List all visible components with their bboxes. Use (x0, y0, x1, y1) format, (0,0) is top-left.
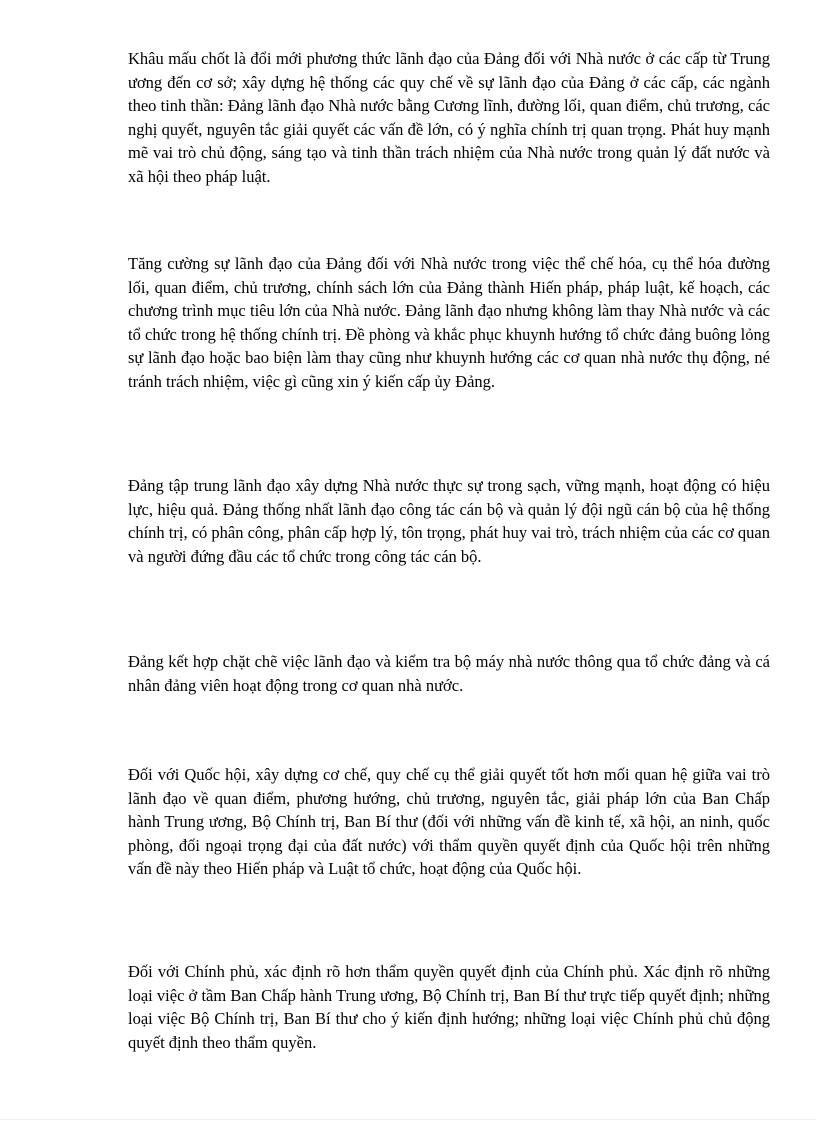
paragraph-2: Tăng cường sự lãnh đạo của Đảng đối với Nhà nước trong việc thể chế hóa, cụ thể hóa đường lối, quan điểm, chủ trương, chính sách lớn của Đảng thành Hiến pháp, pháp luật, kế hoạch, các chương trình mục tiêu lớn của Nhà nước. Đảng lãnh đạo nhưng không làm thay Nhà nước và các tổ chức trong hệ thống chính trị. Đề phòng và khắc phục khuynh hướng tổ chức đảng buông lỏng sự lãnh đạo hoặc bao biện làm thay cũng như khuynh hướng các cơ quan nhà nước thụ động, né tránh trách nhiệm, việc gì cũng xin ý kiến cấp ủy Đảng. (128, 254, 770, 391)
paragraph-1: Khâu mấu chốt là đổi mới phương thức lãnh đạo của Đảng đối với Nhà nước ở các cấp từ Trung ương đến cơ sở; xây dựng hệ thống các quy chế về sự lãnh đạo của Đảng ở các cấp, các ngành theo tinh thần: Đảng lãnh đạo Nhà nước bằng Cương lĩnh, đường lối, quan điểm, chủ trương, các nghị quyết, nguyên tắc giải quyết các vấn đề lớn, có ý nghĩa chính trị quan trọng. Phát huy mạnh mẽ vai trò chủ động, sáng tạo và tinh thần trách nhiệm của Nhà nước trong quản lý đất nước và xã hội theo pháp luật. (128, 49, 770, 186)
paragraph-3: Đảng tập trung lãnh đạo xây dựng Nhà nước thực sự trong sạch, vững mạnh, hoạt động có hiệu lực, hiệu quả. Đảng thống nhất lãnh đạo công tác cán bộ và quản lý đội ngũ cán bộ của hệ thống chính trị, có phân công, phân cấp hợp lý, tôn trọng, phát huy vai trò, trách nhiệm của các cơ quan và người đứng đầu các tổ chức trong công tác cán bộ. (128, 476, 770, 566)
paragraph-6: Đối với Chính phủ, xác định rõ hơn thẩm quyền quyết định của Chính phủ. Xác định rõ những loại việc ở tầm Ban Chấp hành Trung ương, Bộ Chính trị, Ban Bí thư trực tiếp quyết định; những loại việc Bộ Chính trị, Ban Bí thư cho ý kiến định hướng; những loại việc Chính phủ chủ động quyết định theo thẩm quyền. (128, 962, 770, 1052)
paragraph-4: Đảng kết hợp chặt chẽ việc lãnh đạo và kiểm tra bộ máy nhà nước thông qua tổ chức đảng và cá nhân đảng viên hoạt động trong cơ quan nhà nước. (128, 652, 770, 695)
page-bottom-edge (0, 1119, 816, 1120)
paragraph-5: Đối với Quốc hội, xây dựng cơ chế, quy chế cụ thể giải quyết tốt hơn mối quan hệ giữa vai trò lãnh đạo về quan điểm, phương hướng, chủ trương, nguyên tắc, giải pháp lớn của Ban Chấp hành Trung ương, Bộ Chính trị, Ban Bí thư (đối với những vấn đề kinh tế, xã hội, an ninh, quốc phòng, đối ngoại trọng đại của đất nước) với thẩm quyền quyết định của Quốc hội trên những vấn đề này theo Hiến pháp và Luật tổ chức, hoạt động của Quốc hội. (128, 765, 770, 878)
